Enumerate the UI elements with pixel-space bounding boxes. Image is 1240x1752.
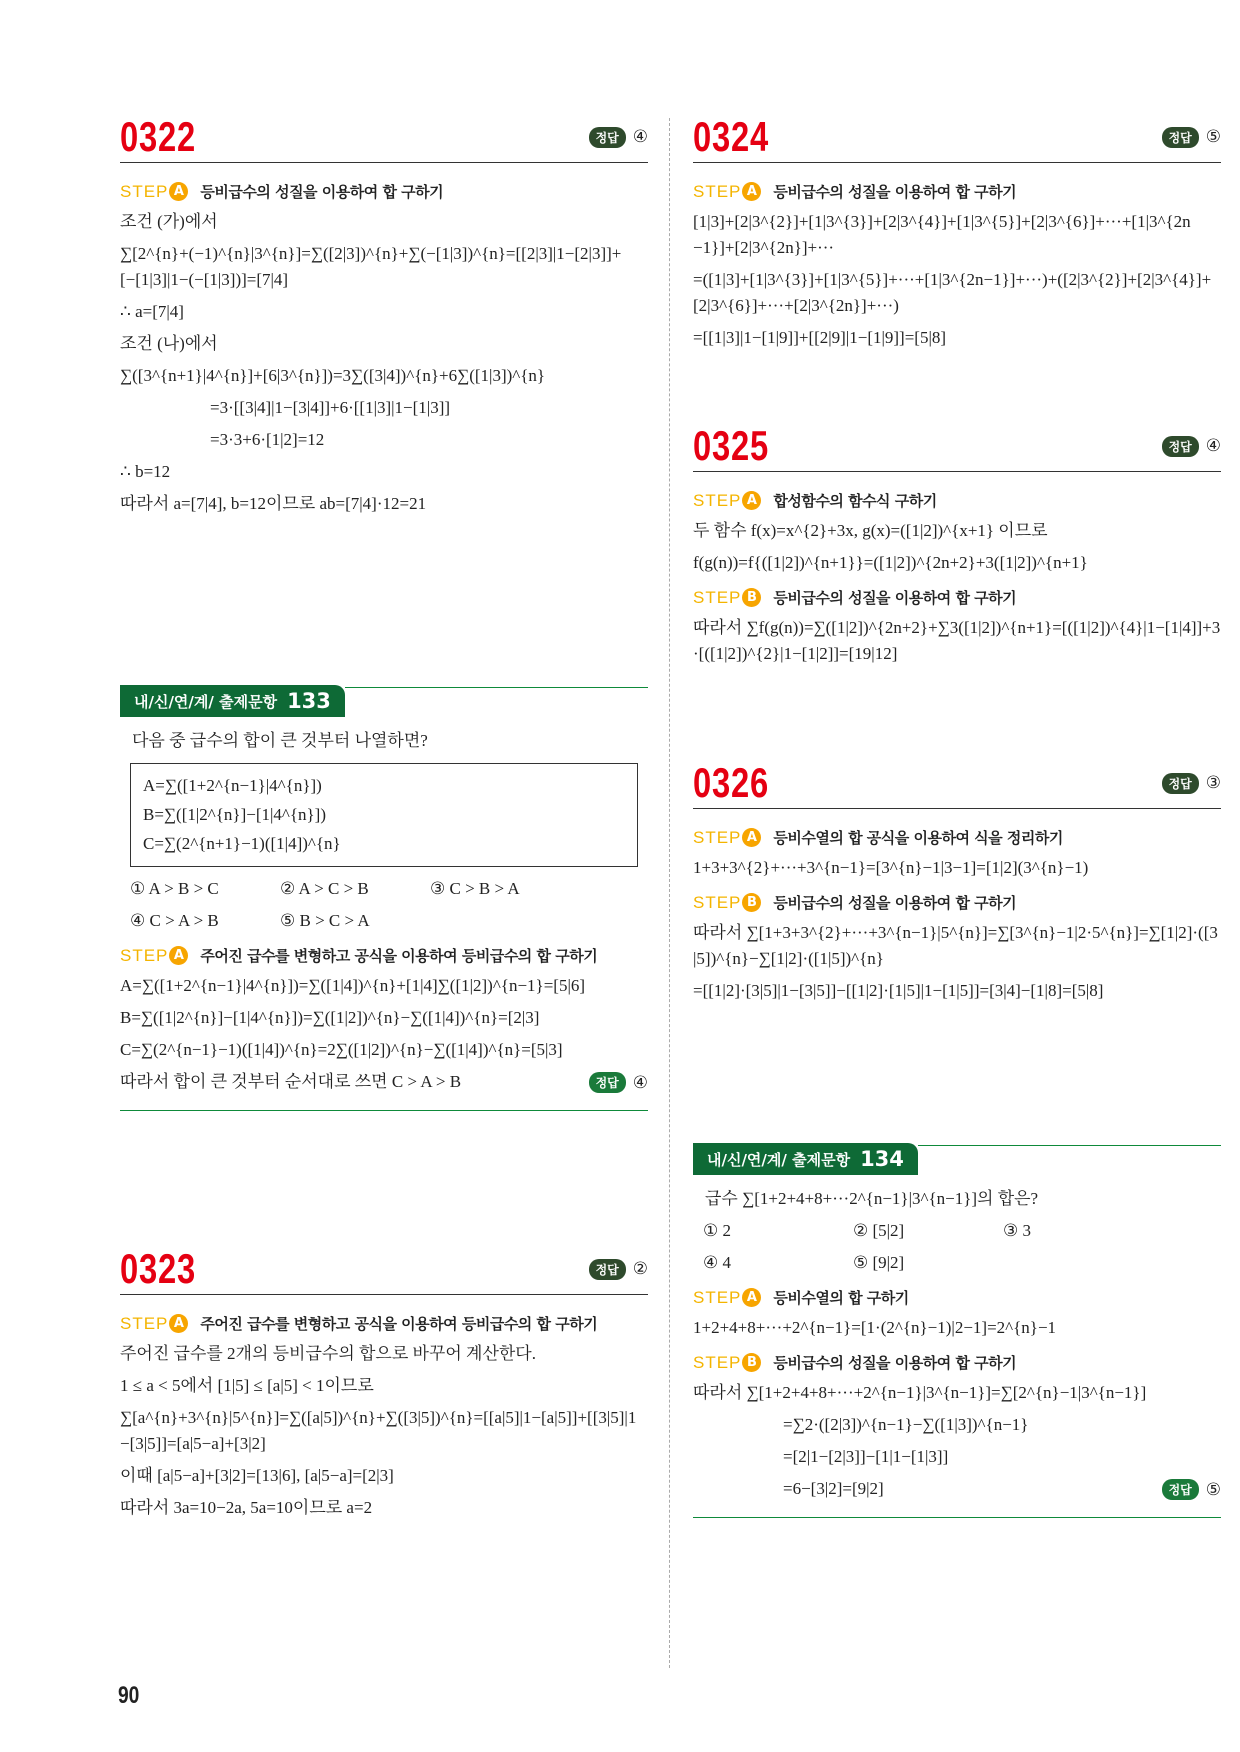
step-word: STEP (120, 1313, 169, 1333)
box-line: C=∑(2^{n+1}−1)([1|4])^{n} (143, 834, 341, 853)
solution-line: ∴ b=12 (120, 462, 171, 481)
problem-0326 (693, 758, 1221, 1007)
step-letter-icon: A (742, 491, 761, 510)
step-title: 등비급수의 성질을 이용하여 합 구하기 (773, 183, 1017, 201)
step-title: 등비수열의 합 공식을 이용하여 식을 정리하기 (773, 829, 1063, 847)
solution-line: 이때 [a|5−a]+[3|2]=[13|6], [a|5−a]=[2|3] (120, 1466, 394, 1485)
answer-label: 정답 (1162, 436, 1199, 457)
step-letter-icon: B (742, 1353, 761, 1372)
choice: ① A > B > C (130, 879, 219, 898)
choice: ⑤ [9|2] (853, 1253, 905, 1272)
answer-badge (589, 127, 648, 148)
solution-line: B=∑([1|2^{n}]−[1|4^{n}])=∑([1|2])^{n}−∑([1|4])^{n}=[2|3] (120, 1008, 540, 1027)
step-word: STEP (693, 892, 742, 912)
question-text: 다음 중 급수의 합이 큰 것부터 나열하면? (132, 731, 428, 750)
choice: ① 2 (703, 1221, 731, 1240)
solution-line: ∑([3^{n+1}|4^{n}]+[6|3^{n}])=3∑([3|4])^{n}+6∑([1|3])^{n} (120, 366, 546, 385)
banner-number: 134 (860, 1147, 904, 1171)
choice: ② A > C > B (280, 879, 369, 898)
step-word: STEP (693, 1352, 742, 1372)
solution-line: ∴ a=[7|4] (120, 302, 184, 321)
step-letter-icon: A (169, 182, 188, 201)
answer-value: ④ (1205, 436, 1221, 456)
solution-line: 1+2+4+8+···+2^{n−1}=[1·(2^{n}−1)|2−1]=2^{n}−1 (693, 1318, 1057, 1337)
solution-line: C=∑(2^{n−1}−1)([1|4])^{n}=2∑([1|2])^{n}−∑([1|4])^{n}=[5|3] (120, 1040, 563, 1059)
step-heading (693, 587, 1221, 608)
column-divider (669, 118, 670, 1668)
solution-line: 주어진 급수를 2개의 등비급수의 합으로 바꾸어 계산한다. (120, 1344, 536, 1363)
related-problem-banner (120, 685, 648, 717)
step-letter-icon: A (742, 828, 761, 847)
answer-value: ④ (632, 1072, 648, 1093)
solution-line: 따라서 a=[7|4], b=12이므로 ab=[7|4]·12=21 (120, 494, 427, 513)
step-letter-icon: A (169, 1314, 188, 1333)
step-letter-icon: B (742, 893, 761, 912)
solution-line: 따라서 합이 큰 것부터 순서대로 쓰면 C > A > B (120, 1072, 462, 1091)
solution-line: =3·[[3|4]|1−[3|4]]+6·[[1|3]|1−[1|3]] (210, 398, 451, 417)
banner-number: 133 (287, 689, 331, 713)
solution-line: 1+3+3^{2}+···+3^{n−1}=[3^{n}−1|3−1]=[1|2](3^{n}−1) (693, 858, 1089, 877)
solution-line: =[[1|3]|1−[1|9]]+[[2|9]|1−[1|9]]=[5|8] (693, 328, 947, 347)
step-heading (120, 181, 648, 202)
step-heading (693, 490, 1221, 511)
step-title: 주어진 급수를 변형하고 공식을 이용하여 등비급수의 합 구하기 (200, 947, 598, 965)
related-problem-133 (120, 685, 648, 1111)
step-heading (693, 1287, 1221, 1308)
problem-number: 0323 (120, 1245, 197, 1292)
step-word: STEP (693, 181, 742, 201)
answer-row (120, 1066, 648, 1098)
solution-line: =([1|3]+[1|3^{3}]+[1|3^{5}]+···+[1|3^{2n−1}]+···)+([2|3^{2}]+[2|3^{4}]+[2|3^{6}]+···+[2|3^{2n}]+···) (693, 270, 1212, 315)
answer-value: ⑤ (1205, 127, 1221, 147)
step-word: STEP (693, 1287, 742, 1307)
solution-line: A=∑([1+2^{n−1}|4^{n}])=∑([1|4])^{n}+[1|4]∑([1|2])^{n−1}=[5|6] (120, 976, 586, 995)
page-number: 90 (118, 1682, 140, 1709)
step-word: STEP (693, 587, 742, 607)
solution-line: 따라서 ∑[1+3+3^{2}+···+3^{n−1}|5^{n}]=∑[3^{n}−1|2·5^{n}]=∑[1|2]·([3|5])^{n}−∑[1|2]·([1|5])^{n} (693, 923, 1218, 968)
choice: ④ 4 (703, 1253, 731, 1272)
step-heading (120, 945, 648, 966)
problem-0323 (120, 1244, 648, 1524)
problem-header (120, 112, 648, 163)
banner-label: 내/신/연/계/ 출제문항 (707, 1150, 851, 1169)
divider (693, 1517, 1221, 1518)
choice: ③ 3 (1003, 1221, 1031, 1240)
box-line: A=∑([1+2^{n−1}|4^{n}]) (143, 776, 322, 795)
box-line: B=∑([1|2^{n}]−[1|4^{n}]) (143, 805, 326, 824)
step-title: 등비급수의 성질을 이용하여 합 구하기 (773, 894, 1017, 912)
question-text: 급수 ∑[1+2+4+8+···2^{n−1}|3^{n−1}]의 합은? (705, 1189, 1039, 1208)
answer-label: 정답 (1162, 773, 1199, 794)
answer-badge (589, 1259, 648, 1280)
solution-line: 두 함수 f(x)=x^{2}+3x, g(x)=([1|2])^{x+1} 이므로 (693, 521, 1048, 540)
solution-line: =[2|1−[2|3]]−[1|1−[1|3]] (783, 1447, 949, 1466)
step-word: STEP (120, 181, 169, 201)
banner-label: 내/신/연/계/ 출제문항 (134, 692, 278, 711)
question-box (130, 763, 638, 867)
step-heading (693, 827, 1221, 848)
divider (120, 1110, 648, 1111)
banner-tag (693, 1143, 918, 1175)
step-letter-icon: A (742, 1288, 761, 1307)
answer-row (693, 1473, 1221, 1505)
problem-number: 0324 (693, 113, 770, 160)
answer-label: 정답 (1162, 1479, 1199, 1500)
answer-label: 정답 (589, 127, 626, 148)
choices (693, 1215, 1221, 1279)
banner-tag (120, 685, 345, 717)
answer-badge (1162, 773, 1221, 794)
step-letter-icon: A (169, 946, 188, 965)
step-title: 등비급수의 성질을 이용하여 합 구하기 (773, 589, 1017, 607)
step-heading (693, 181, 1221, 202)
problem-header (120, 1244, 648, 1295)
solution-line: =6−[3|2]=[9|2] (783, 1479, 884, 1498)
answer-label: 정답 (589, 1259, 626, 1280)
problem-number: 0322 (120, 113, 197, 160)
problem-number: 0325 (693, 422, 770, 469)
step-heading (693, 1352, 1221, 1373)
step-word: STEP (693, 490, 742, 510)
related-problem-banner (693, 1143, 1221, 1175)
problem-number: 0326 (693, 759, 770, 806)
step-letter-icon: B (742, 588, 761, 607)
step-title: 등비수열의 합 구하기 (773, 1289, 909, 1307)
problem-header (693, 758, 1221, 809)
solution-line: 1 ≤ a < 5에서 [1|5] ≤ [a|5] < 1이므로 (120, 1376, 374, 1395)
choice: ⑤ B > C > A (280, 911, 370, 930)
answer-label: 정답 (589, 1072, 626, 1093)
solution-line: 따라서 3a=10−2a, 5a=10이므로 a=2 (120, 1498, 373, 1517)
step-title: 등비급수의 성질을 이용하여 합 구하기 (773, 1354, 1017, 1372)
step-title: 등비급수의 성질을 이용하여 합 구하기 (200, 183, 444, 201)
solution-line: =3·3+6·[1|2]=12 (210, 430, 325, 449)
solution-line: 따라서 ∑[1+2+4+8+···+2^{n−1}|3^{n−1}]=∑[2^{n}−1|3^{n−1}] (693, 1383, 1147, 1402)
solution-line: 조건 (나)에서 (120, 334, 218, 353)
problem-header (693, 421, 1221, 472)
choice: ④ C > A > B (130, 911, 219, 930)
solution-line: ∑[2^{n}+(−1)^{n}|3^{n}]=∑([2|3])^{n}+∑(−[1|3])^{n}=[[2|3]|1−[2|3]]+[−[1|3]|1−(−[1|3])]=[7|4] (120, 244, 622, 289)
step-heading (693, 892, 1221, 913)
step-word: STEP (120, 945, 169, 965)
answer-value: ④ (632, 127, 648, 147)
problem-0324 (693, 112, 1221, 354)
banner-line (918, 1145, 1221, 1146)
problem-0325 (693, 421, 1221, 670)
problem-0322 (120, 112, 648, 520)
choices (120, 873, 648, 937)
answer-badge (1162, 127, 1221, 148)
solution-line: =[[1|2]·[3|5]|1−[3|5]]−[[1|2]·[1|5]|1−[1|5]]=[3|4]−[1|8]=[5|8] (693, 981, 1104, 1000)
answer-badge (1162, 1479, 1221, 1500)
answer-value: ⑤ (1205, 1479, 1221, 1500)
answer-value: ② (632, 1259, 648, 1279)
solution-line: [1|3]+[2|3^{2}]+[1|3^{3}]+[2|3^{4}]+[1|3^{5}]+[2|3^{6}]+···+[1|3^{2n−1}]+[2|3^{2n}]+··· (693, 212, 1191, 257)
answer-badge (1162, 436, 1221, 457)
choice: ③ C > B > A (430, 879, 520, 898)
answer-badge (589, 1072, 648, 1093)
related-problem-134 (693, 1143, 1221, 1518)
answer-label: 정답 (1162, 127, 1199, 148)
choice: ② [5|2] (853, 1221, 905, 1240)
solution-line: 따라서 ∑f(g(n))=∑([1|2])^{2n+2}+∑3([1|2])^{n+1}=[([1|2])^{4}|1−[1|4]]+3·[([1|2])^{2}|1−[1|2]]=[19|12] (693, 618, 1221, 663)
solution-line: f(g(n))=f{([1|2])^{n+1}}=([1|2])^{2n+2}+3([1|2])^{n+1} (693, 553, 1088, 572)
step-word: STEP (693, 827, 742, 847)
step-title: 주어진 급수를 변형하고 공식을 이용하여 등비급수의 합 구하기 (200, 1315, 598, 1333)
step-title: 합성함수의 함수식 구하기 (773, 492, 937, 510)
step-heading (120, 1313, 648, 1334)
solution-line: 조건 (가)에서 (120, 212, 218, 231)
banner-line (345, 687, 648, 688)
solution-line: =∑2·([2|3])^{n−1}−∑([1|3])^{n−1} (783, 1415, 1029, 1434)
answer-value: ③ (1205, 773, 1221, 793)
solution-line: ∑[a^{n}+3^{n}|5^{n}]=∑([a|5])^{n}+∑([3|5])^{n}=[[a|5]|1−[a|5]]+[[3|5]|1−[3|5]]=[a|5−a]+[3|2] (120, 1408, 637, 1453)
step-letter-icon: A (742, 182, 761, 201)
problem-header (693, 112, 1221, 163)
